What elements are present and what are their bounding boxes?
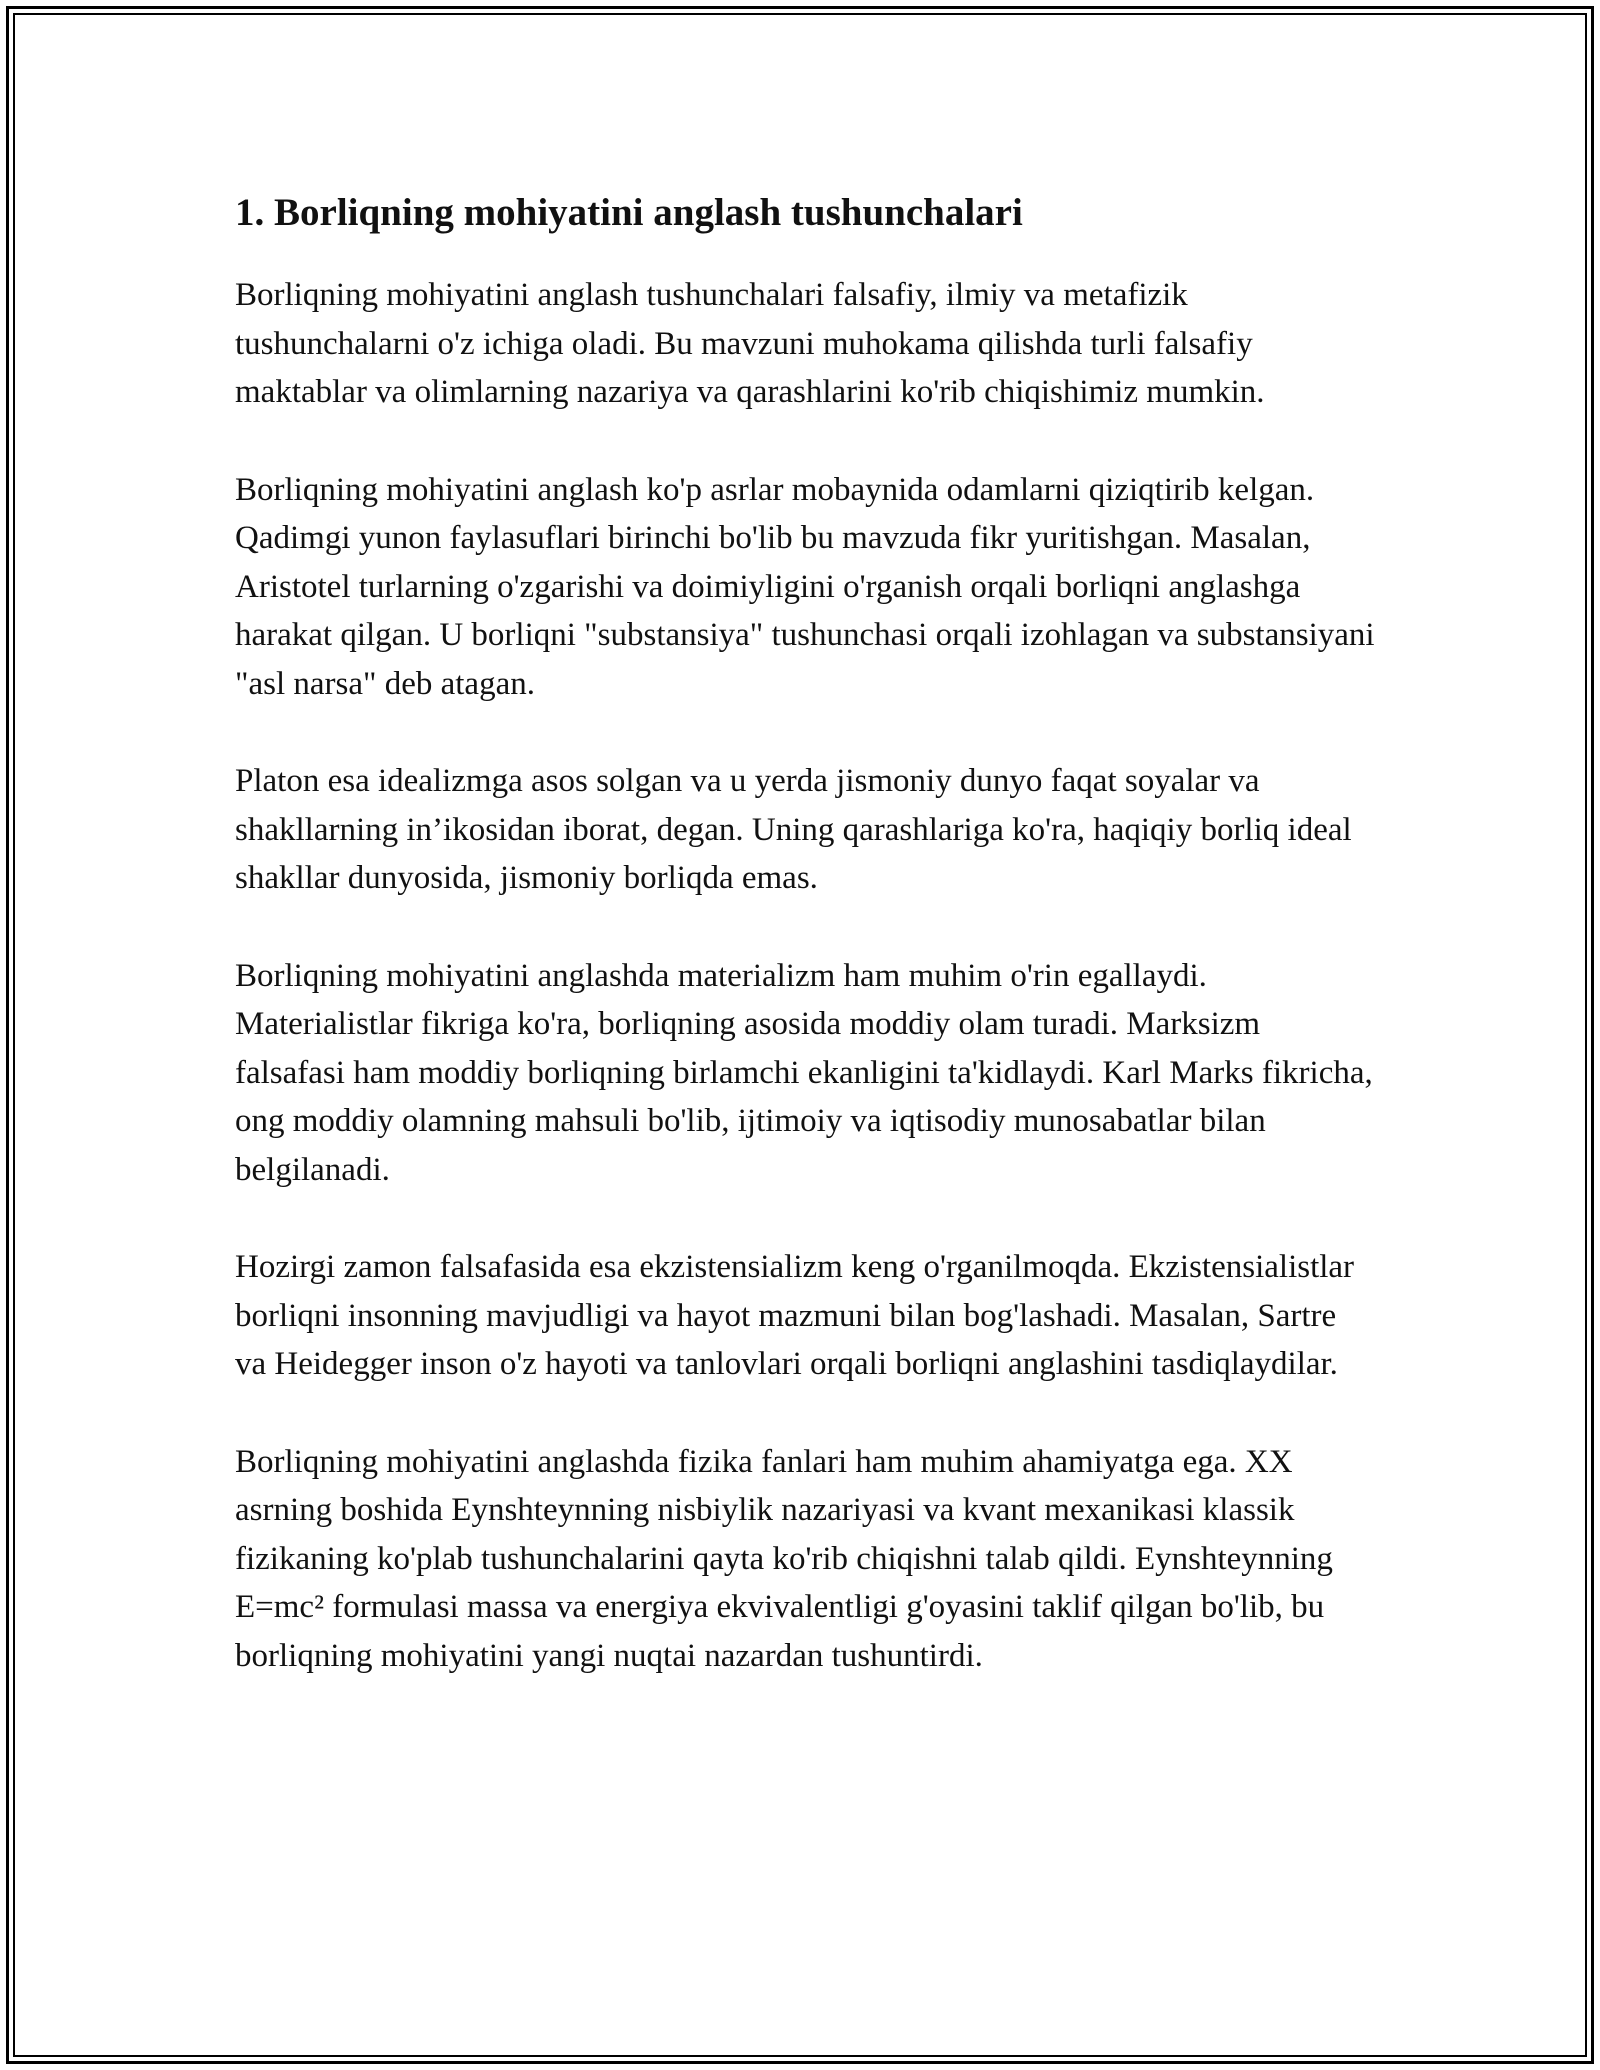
- paragraph-6: Borliqning mohiyatini anglashda fizika fanlari ham muhim ahamiyatga ega. XX asrning boshida Eynshteynning nisbiylik nazariyasi va kvant mexanikasi klassik fizikaning ko'plab tushunchalarini qayta ko'rib chiqishni talab qildi. Eynshteynning E=mc² formulasi massa va energiya ekvivalentligi g'oyasini taklif qilgan bo'lib, bu borliqning mohiyatini yangi nuqtai nazardan tushuntirdi.: [235, 1443, 1333, 1674]
- paragraph-2: Borliqning mohiyatini anglash ko'p asrlar mobaynida odamlarni qiziqtirib kelgan. Qadimgi yunon faylasuflari birinchi bo'lib bu mavzuda fikr yuritishgan. Masalan, Aristotel turlarning o'zgarishi va doimiyligini o'rganish orqali borliqni anglashga harakat qilgan. U borliqni "substansiya" tushunchasi orqali izohlagan va substansiyani "asl narsa" deb atagan.: [235, 471, 1375, 702]
- document-body: [235, 185, 1375, 1729]
- paragraph-3: Platon esa idealizmga asos solgan va u yerda jismoniy dunyo faqat soyalar va shakllarning in’ikosidan iborat, degan. Uning qarashlariga ko'ra, haqiqiy borliq ideal shakllar dunyosida, jismoniy borliqda emas.: [235, 763, 1352, 896]
- paragraph-4: Borliqning mohiyatini anglashda materializm ham muhim o'rin egallaydi. Materialistlar fikriga ko'ra, borliqning asosida moddiy olam turadi. Marksizm falsafasi ham moddiy borliqning birlamchi ekanligini ta'kidlaydi. Karl Marks fikricha, ong moddiy olamning mahsuli bo'lib, ijtimoiy va iqtisodiy munosabatlar bilan belgilanadi.: [235, 957, 1373, 1188]
- paragraph-5: Hozirgi zamon falsafasida esa ekzistensializm keng o'rganilmoqda. Ekzistensialistlar borliqni insonning mavjudligi va hayot mazmuni bilan bog'lashadi. Masalan, Sartre va Heidegger inson o'z hayoti va tanlovlari orqali borliqni anglashini tasdiqlaydilar.: [235, 1249, 1355, 1382]
- section-heading: 1. Borliqning mohiyatini anglash tushunchalari: [235, 191, 1023, 234]
- paragraph-1: Borliqning mohiyatini anglash tushunchalari falsafiy, ilmiy va metafizik tushunchalarni o'z ichiga oladi. Bu mavzuni muhokama qilishda turli falsafiy maktablar va olimlarning nazariya va qarashlarini ko'rib chiqishimiz mumkin.: [235, 277, 1265, 410]
